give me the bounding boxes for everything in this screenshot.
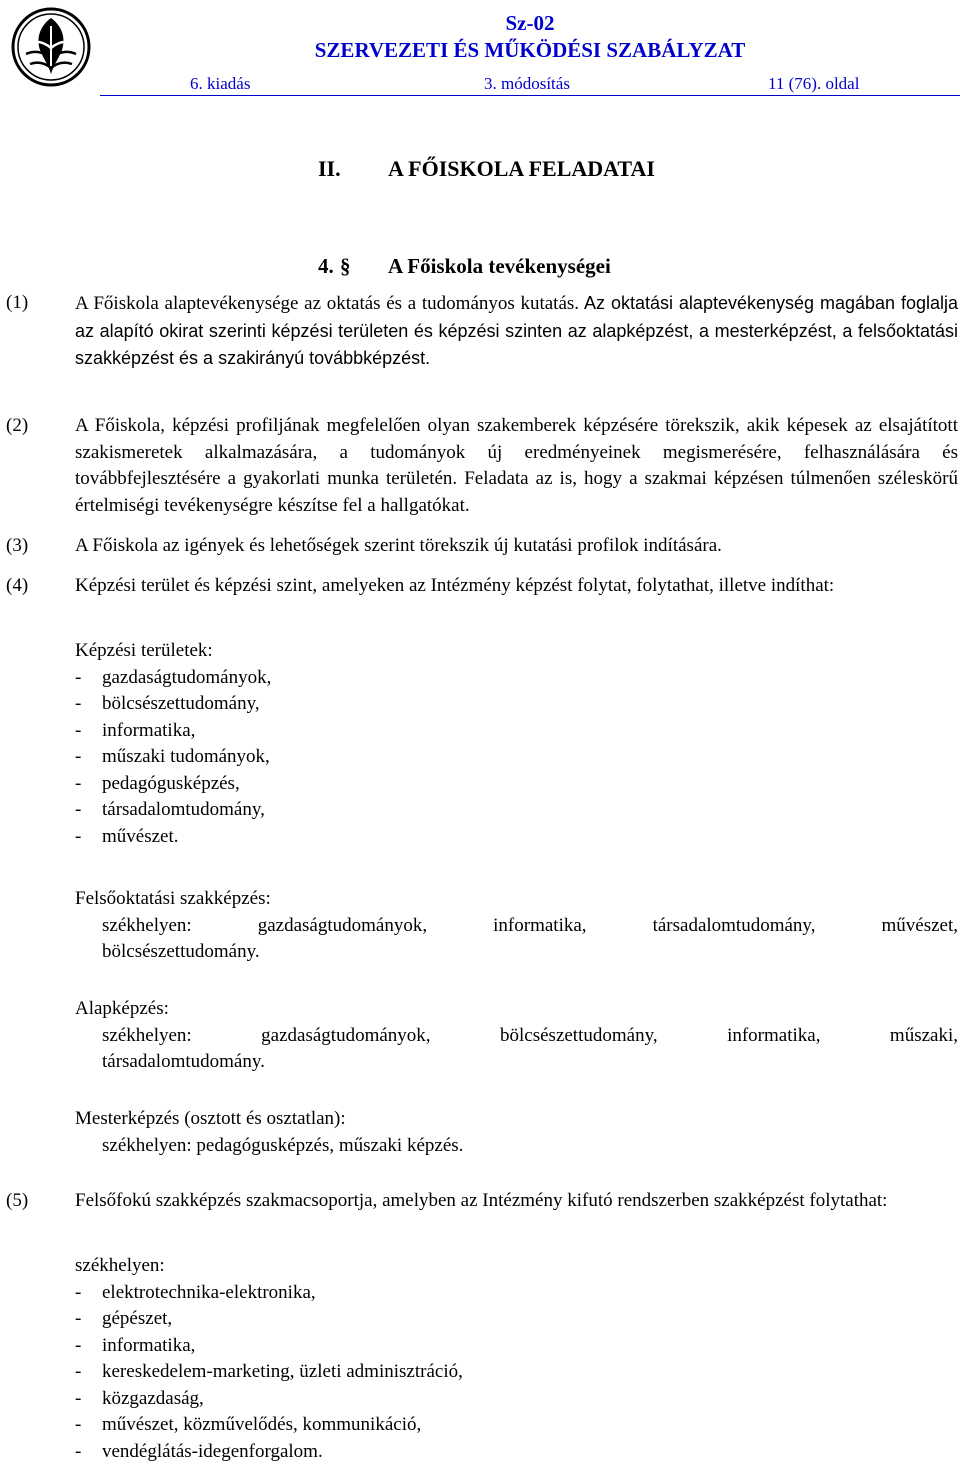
paragraph-text <box>75 290 958 373</box>
list-item: - elektrotechnika-elektronika, <box>75 1281 316 1303</box>
list-item: - gazdaságtudományok, <box>75 666 272 688</box>
bachelor-training <box>75 996 958 1076</box>
master-label: Mesterképzés (osztott és osztatlan): <box>75 1108 346 1129</box>
higher-vocational-line-1: székhelyen: gazdaságtudományok, informatika, társadalomtudomány, művészet, <box>102 914 958 936</box>
page-number: 11 (76). oldal <box>768 74 860 93</box>
paragraph-number: (1) <box>6 292 29 313</box>
paragraph-number: (3) <box>6 535 29 556</box>
list-item: - közgazdaság, <box>75 1387 204 1409</box>
chapter-title: A FŐISKOLA FELADATAI <box>388 156 655 181</box>
master-training <box>75 1106 958 1159</box>
paragraph-text: A Főiskola, képzési profiljának megfelelően olyan szakemberek képzésére törekszik, akik képesek az elsajátított szakismeretek alkalmazására, a tudományok új eredményeinek megismerésére, felhasználására és továbbfejlesztésére a gyakorlati munka területén. Feladata az is, hogy a szakmai képzésen túlmenően széleskörű értelmiségi tevékenységre készítse fel a hallgatókat. <box>75 415 958 516</box>
paragraph-text-sans: Az oktatási alaptevékenység magában foglalja az alapító okirat szerinti képzési területen és képzési szinten az alapképzést, a mesterképzést, a felsőoktatási szakképzést és a szakirányú továbbképzést. <box>75 293 958 368</box>
higher-vocational-label: Felsőoktatási szakképzés: <box>75 888 271 909</box>
document-code: Sz-02 <box>505 11 555 35</box>
paragraph-text-serif: A Főiskola alaptevékenysége az oktatás és a tudományos kutatás. <box>75 293 580 314</box>
institution-logo <box>10 6 92 88</box>
paragraph-number: (2) <box>6 415 29 436</box>
paragraph-text: Képzési terület és képzési szint, amelyeken az Intézmény képzést folytat, folytathat, illetve indíthat: <box>75 575 835 596</box>
vocational-groups-label: székhelyen: <box>75 1255 165 1276</box>
bachelor-line-1: székhelyen: gazdaságtudományok, bölcsészettudomány, informatika, műszaki, <box>102 1024 958 1046</box>
paragraph-number: (5) <box>6 1190 29 1211</box>
list-item: - műszaki tudományok, <box>75 746 270 767</box>
training-areas <box>75 638 958 850</box>
paragraph-text: A Főiskola az igények és lehetőségek szerint törekszik új kutatási profilok indítására. <box>75 535 722 556</box>
amendment-label: 3. módosítás <box>484 74 570 93</box>
training-areas-list <box>75 665 958 851</box>
list-item: - informatika, <box>75 719 196 741</box>
section-title: A Főiskola tevékenységei <box>388 254 611 278</box>
vocational-groups <box>75 1253 958 1465</box>
master-line-1: székhelyen: pedagógusképzés, műszaki képzés. <box>102 1134 464 1156</box>
bachelor-line-2: társadalomtudomány. <box>102 1051 265 1072</box>
edition-label: 6. kiadás <box>190 74 251 93</box>
paragraph-text: Felsőfokú szakképzés szakmacsoportja, amelyben az Intézmény kifutó rendszerben szakképzést folytathat: <box>75 1190 888 1211</box>
header-divider <box>100 95 960 96</box>
list-item: - művészet, közművelődés, kommunikáció, <box>75 1414 422 1435</box>
section-symbol: § <box>340 254 351 278</box>
list-item: - bölcsészettudomány, <box>75 693 260 714</box>
list-item: - pedagógusképzés, <box>75 772 240 794</box>
paragraph-number: (4) <box>6 575 29 596</box>
bachelor-label: Alapképzés: <box>75 998 169 1019</box>
list-item: - művészet. <box>75 825 179 847</box>
higher-vocational-training <box>75 886 958 966</box>
list-item: - informatika, <box>75 1334 196 1356</box>
chapter-number: II. <box>318 156 341 181</box>
section-number: 4. <box>318 254 334 278</box>
list-item: - vendéglátás-idegenforgalom. <box>75 1440 323 1462</box>
list-item: - társadalomtudomány, <box>75 799 265 820</box>
list-item: - kereskedelem-marketing, üzleti adminisztráció, <box>75 1361 463 1382</box>
document-title: SZERVEZETI ÉS MŰKÖDÉSI SZABÁLYZAT <box>314 38 746 62</box>
higher-vocational-line-2: bölcsészettudomány. <box>102 941 260 962</box>
list-item: - gépészet, <box>75 1308 173 1329</box>
vocational-groups-list <box>75 1280 958 1466</box>
training-areas-label: Képzési területek: <box>75 640 213 661</box>
